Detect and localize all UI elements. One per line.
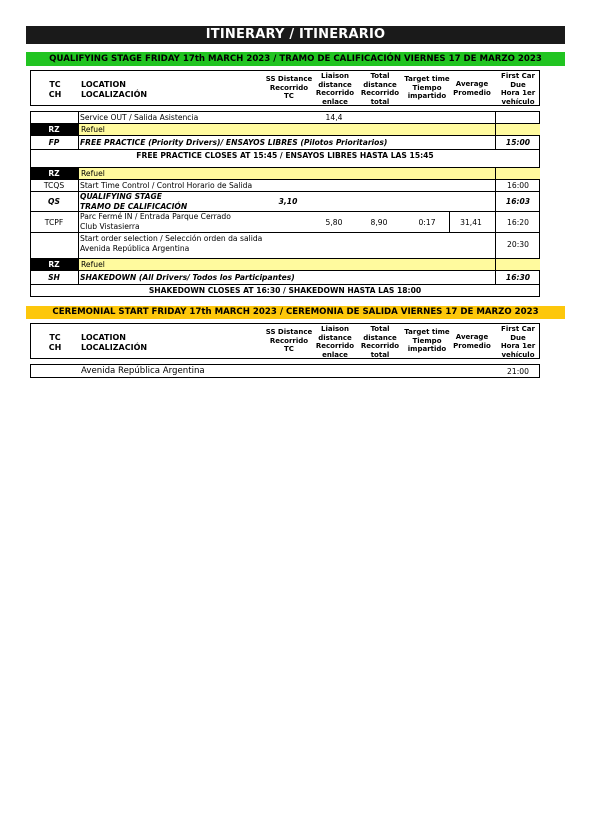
col-liaison: Liaison distance Recorrido enlace [315,325,355,359]
row-target: 0:17 [418,217,436,227]
table-row [30,284,540,296]
col-first-car: First Car Due Hora 1er vehículo [500,325,536,359]
col-location: LOCATION LOCALIZACIÓN [81,80,148,99]
row-code: SH [48,273,60,282]
row-total: 8,90 [370,217,388,227]
row-code: TCPF [44,217,64,227]
section-heading-ceremonial: CEREMONIAL START FRIDAY 17th MARCH 2023 / CEREMONIA DE SALIDA VIERNES 17 DE MARZO 2023 [26,306,565,319]
row-code: RZ [30,168,78,179]
col-first-car: First Car Due Hora 1er vehículo [500,72,536,106]
table-row [30,233,540,255]
row-ss: 3,10 [278,197,298,206]
col-average: Average Promedio [453,80,491,97]
col-tc: TC CH [48,333,62,352]
col-liaison: Liaison distance Recorrido enlace [315,72,355,106]
row-average: 31,41 [460,217,482,227]
row-location: Parc Fermé IN / Entrada Parque Cerrado Club Vistasierra [80,212,231,231]
table-row [30,271,540,284]
row-location: SHAKEDOWN (All Drivers/ Todos los Participantes) [80,273,295,282]
col-total: Total distance Recorrido total [360,325,400,359]
row-location: Start Time Control / Control Horario de Salida [80,181,253,190]
row-location: FREE PRACTICE (Priority Drivers)/ ENSAYOS LIBRES (Pilotos Prioritarios) [80,138,388,147]
row-location: Refuel [78,168,540,179]
col-ss-distance: SS Distance Recorrido TC [265,75,313,100]
row-code: RZ [30,124,78,135]
table-row [30,192,540,212]
table-row [30,364,540,378]
col-total: Total distance Recorrido total [360,72,400,106]
table-row [30,180,540,192]
row-time: 16:03 [505,197,531,206]
row-time: 21:00 [507,366,529,376]
row-location: Start order selection / Selección orden da salida Avenida República Argentina [80,234,263,253]
row-time: 16:30 [505,273,531,282]
row-time: 16:20 [507,217,529,227]
col-target: Target time Tiempo impartido [404,75,450,100]
col-average: Average Promedio [453,333,491,350]
row-liaison: 5,80 [325,217,343,227]
table-header-ceremonial [30,323,540,359]
row-time: 20:30 [507,239,529,249]
col-target: Target time Tiempo impartido [404,328,450,353]
row-time: 15:00 [505,138,531,147]
row-location: Refuel [78,259,540,270]
row-location: Avenida República Argentina [81,366,205,376]
row-location: QUALIFYING STAGE TRAMO DE CALIFICACIÓN [80,191,188,211]
row-time: 16:00 [507,181,529,190]
table-row [30,167,540,180]
row-liaison: 14,4 [325,113,343,122]
col-location: LOCATION LOCALIZACIÓN [81,333,148,352]
table-header-qualifying [30,70,540,106]
section-heading-qualifying: QUALIFYING STAGE FRIDAY 17th MARCH 2023 / TRAMO DE CALIFICACIÓN VIERNES 17 DE MARZO 2023 [26,52,565,66]
table-row [30,123,540,136]
row-code: QS [48,197,60,206]
page-title: ITINERARY / ITINERARIO [26,26,565,44]
row-code: FP [48,138,60,147]
table-row [30,112,540,123]
row-note: SHAKEDOWN CLOSES AT 16:30 / SHAKEDOWN HASTA LAS 18:00 [148,286,422,295]
col-ss-distance: SS Distance Recorrido TC [265,328,313,353]
table-row [30,149,540,161]
row-location: Service OUT / Salida Asistencia [80,113,199,122]
row-location: Refuel [78,124,540,135]
table-row [30,258,540,271]
row-code: TCQS [43,181,65,190]
col-tc: TC CH [48,80,62,99]
table-row [30,212,540,233]
table-row [30,136,540,149]
row-code: RZ [30,259,78,270]
row-note: FREE PRACTICE CLOSES AT 15:45 / ENSAYOS LIBRES HASTA LAS 15:45 [136,151,434,160]
